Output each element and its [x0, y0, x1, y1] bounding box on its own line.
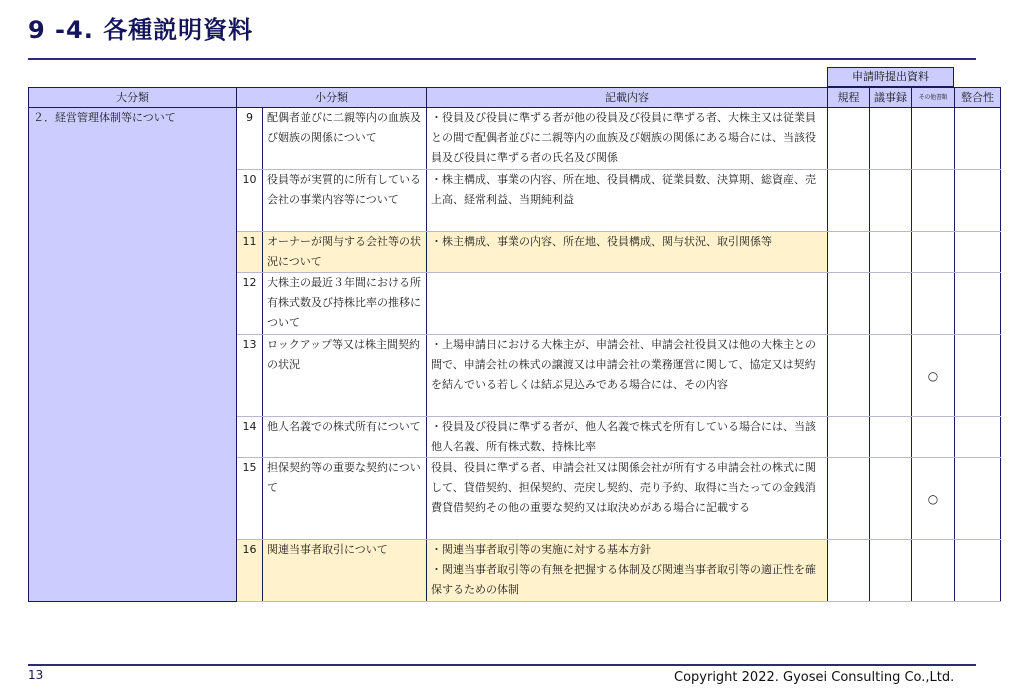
row-item: 配偶者並びに二親等内の血族及び姻族の関係について [263, 108, 427, 170]
cell-kitei [828, 540, 870, 602]
copyright-notice: Copyright 2022. Gyosei Consulting Co.,Ltd. [674, 670, 955, 685]
cell-consistency [955, 458, 1001, 540]
row-number: 9 [237, 108, 263, 170]
cell-other-docs [912, 540, 955, 602]
content-line: ・関連当事者取引等の実施に対する基本方針 [431, 543, 651, 556]
row-content: ・株主構成、事業の内容、所在地、役員構成、従業員数、決算期、総資産、売上高、経常利益、当期純利益 [427, 170, 828, 232]
cell-other-docs [912, 417, 955, 458]
table-header-row [29, 88, 1001, 108]
row-content: ・株主構成、事業の内容、所在地、役員構成、関与状況、取引関係等 [427, 232, 828, 273]
header-kitei: 規程 [828, 88, 870, 108]
row-content: ・上場申請日における大株主が、申請会社、申請会社役員又は他の大株主との間で、申請会社の株式の譲渡又は申請会社の業務運営に関して、協定又は契約を結んでいる若しくは結ぶ見込みである場合には、その内容 [427, 335, 828, 417]
cell-kitei [828, 273, 870, 335]
cell-gijiroku [870, 273, 912, 335]
page-title: 9 -4. 各種説明資料 [28, 16, 254, 44]
row-number: 14 [237, 417, 263, 458]
group-header-application-docs: 申請時提出資料 [827, 67, 954, 87]
cell-kitei [828, 232, 870, 273]
cell-consistency [955, 335, 1001, 417]
row-item: オーナーが関与する会社等の状況について [263, 232, 427, 273]
row-number: 15 [237, 458, 263, 540]
cell-kitei [828, 335, 870, 417]
table-row [29, 108, 1001, 170]
cell-consistency [955, 273, 1001, 335]
title-divider [28, 58, 976, 60]
cell-consistency [955, 108, 1001, 170]
row-item: 関連当事者取引について [263, 540, 427, 602]
content-line: ・関連当事者取引等の有無を把握する体制及び関連当事者取引等の適正性を確保するための体制 [431, 563, 816, 596]
cell-gijiroku [870, 335, 912, 417]
cell-consistency [955, 540, 1001, 602]
header-consistency: 整合性 [955, 88, 1001, 108]
cell-gijiroku [870, 108, 912, 170]
cell-gijiroku [870, 540, 912, 602]
header-content: 記載内容 [427, 88, 828, 108]
row-number: 13 [237, 335, 263, 417]
row-number: 12 [237, 273, 263, 335]
row-content: 役員、役員に準ずる者、申請会社又は関係会社が所有する申請会社の株式に関して、貸借契約、担保契約、売戻し契約、売り予約、取得に当たっての金銭消費貸借契約その他の重要な契約又は取決めがある場合に記載する [427, 458, 828, 540]
cell-other-docs [912, 108, 955, 170]
major-category-cell: ２．経営管理体制等について [29, 108, 237, 602]
cell-gijiroku [870, 458, 912, 540]
row-content: ・役員及び役員に準ずる者が他の役員及び役員に準ずる者、大株主又は従業員との間で配偶者並びに二親等内の血族及び姻族の関係にある場合には、当該役員及び役員に準ずる者の氏名及び関係 [427, 108, 828, 170]
header-gijiroku: 議事録 [870, 88, 912, 108]
row-number: 10 [237, 170, 263, 232]
cell-gijiroku [870, 170, 912, 232]
row-item: 大株主の最近３年間における所有株式数及び持株比率の推移について [263, 273, 427, 335]
circle-mark: ○ [912, 335, 955, 417]
cell-other-docs [912, 170, 955, 232]
page-number: 13 [28, 668, 44, 682]
cell-consistency [955, 170, 1001, 232]
header-minor-category: 小分類 [237, 88, 427, 108]
row-item: ロックアップ等又は株主間契約の状況 [263, 335, 427, 417]
row-number: 11 [237, 232, 263, 273]
row-content: ・役員及び役員に準ずる者が、他人名義で株式を所有している場合には、当該他人名義、所有株式数、持株比率 [427, 417, 828, 458]
cell-consistency [955, 417, 1001, 458]
cell-kitei [828, 458, 870, 540]
row-item: 他人名義での株式所有について [263, 417, 427, 458]
explanation-materials-table [28, 87, 1001, 602]
footer-divider [28, 664, 976, 666]
cell-other-docs [912, 232, 955, 273]
cell-gijiroku [870, 232, 912, 273]
cell-consistency [955, 232, 1001, 273]
cell-kitei [828, 417, 870, 458]
row-number: 16 [237, 540, 263, 602]
row-item: 担保契約等の重要な契約について [263, 458, 427, 540]
row-item: 役員等が実質的に所有している会社の事業内容等について [263, 170, 427, 232]
cell-other-docs [912, 273, 955, 335]
cell-gijiroku [870, 417, 912, 458]
circle-mark: ○ [912, 458, 955, 540]
cell-kitei [828, 108, 870, 170]
cell-kitei [828, 170, 870, 232]
header-major-category: 大分類 [29, 88, 237, 108]
row-content [427, 540, 828, 602]
row-content [427, 273, 828, 335]
header-other-docs: その他書類 [912, 88, 955, 108]
